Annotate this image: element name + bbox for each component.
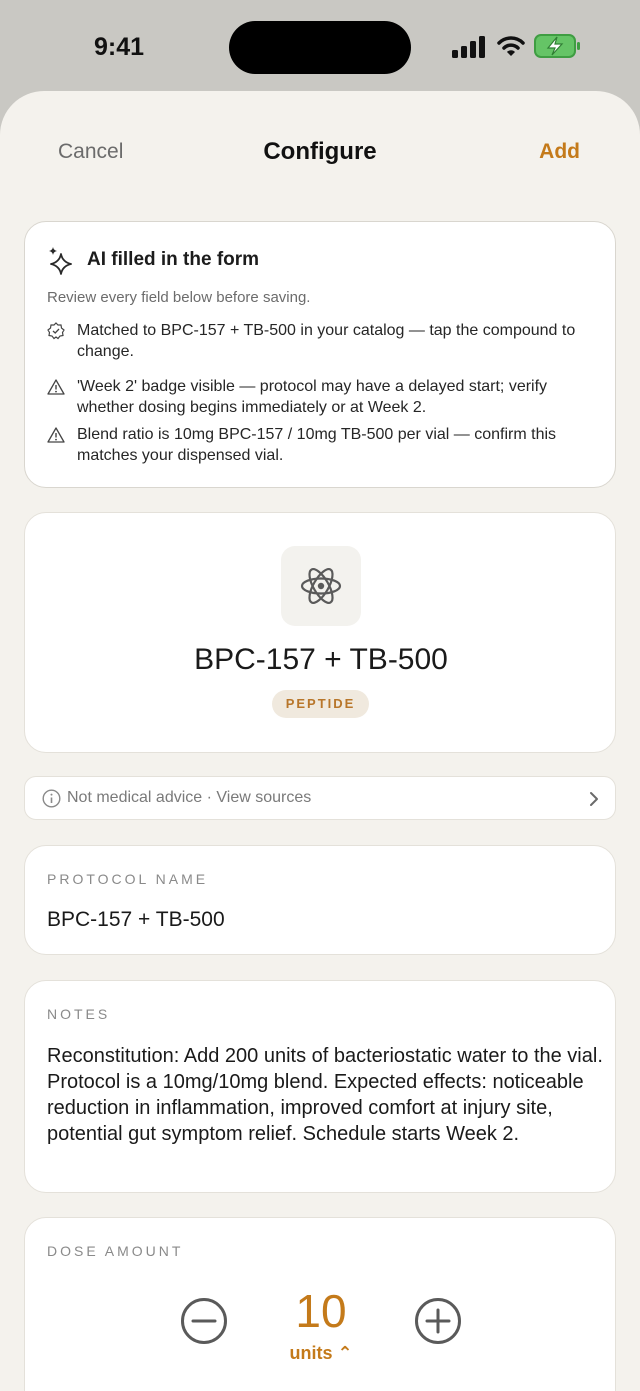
increment-button[interactable]: [414, 1297, 462, 1345]
protocol-name-input[interactable]: BPC-157 + TB-500: [47, 908, 225, 931]
cancel-button[interactable]: Cancel: [58, 140, 124, 163]
battery-charging-icon: [534, 34, 582, 58]
warning-icon: [47, 378, 65, 396]
compound-card[interactable]: [24, 512, 616, 753]
ai-notice-item: [47, 320, 607, 362]
ai-notice-item: [47, 424, 607, 466]
category-badge: PEPTIDE: [272, 690, 369, 718]
medical-advice-row[interactable]: [24, 776, 616, 820]
chevron-right-icon: [589, 791, 599, 807]
protocol-name-card: [24, 845, 616, 955]
ai-notice-item-text: 'Week 2' badge visible — protocol may have a delayed start; verify whether dosing begins immediately or at Week 2.: [77, 378, 548, 416]
notes-textarea[interactable]: Reconstitution: Add 200 units of bacteriostatic water to the vial. Protocol is a 10mg/10mg blend. Expected effects: noticeable reduction in inflammation, improved comfort at injury site, potential gut symptom relief. Schedule starts Week 2.: [47, 1045, 603, 1145]
status-time: 9:41: [94, 33, 145, 61]
check-badge-icon: [47, 322, 65, 340]
dose-amount-label: DOSE AMOUNT: [47, 1243, 184, 1259]
ai-notice-item: [47, 376, 607, 418]
ai-notice-item-text: Matched to BPC-157 + TB-500 in your catalog — tap the compound to change.: [77, 322, 576, 360]
compound-name: BPC-157 + TB-500: [194, 643, 448, 676]
info-icon: [42, 789, 61, 808]
status-bar: [0, 0, 640, 92]
signal-icon: [452, 36, 486, 58]
ai-notice-card: [24, 221, 616, 488]
medical-advice-text: Not medical advice · View sources: [67, 789, 312, 806]
compound-icon-box: [281, 546, 361, 626]
add-button[interactable]: Add: [539, 140, 580, 163]
notes-card: [24, 980, 616, 1193]
dynamic-island: [229, 21, 411, 74]
ai-notice-title: AI filled in the form: [87, 249, 260, 270]
configure-sheet: [0, 91, 640, 1391]
wifi-icon: [497, 35, 525, 57]
warning-icon: [47, 426, 65, 444]
page-title: Configure: [263, 138, 377, 165]
dose-value: 10: [295, 1285, 347, 1337]
notes-label: NOTES: [47, 1006, 111, 1022]
sparkle-icon: [47, 246, 75, 276]
dose-amount-card: [24, 1217, 616, 1391]
dose-unit-selector[interactable]: units ⌃: [289, 1343, 353, 1363]
protocol-name-label: PROTOCOL NAME: [47, 871, 209, 887]
atom-icon: [299, 564, 343, 608]
ai-notice-subtitle: Review every field below before saving.: [47, 289, 311, 306]
ai-notice-item-text: Blend ratio is 10mg BPC-157 / 10mg TB-500 per vial — confirm this matches your dispensed vial.: [77, 426, 557, 464]
